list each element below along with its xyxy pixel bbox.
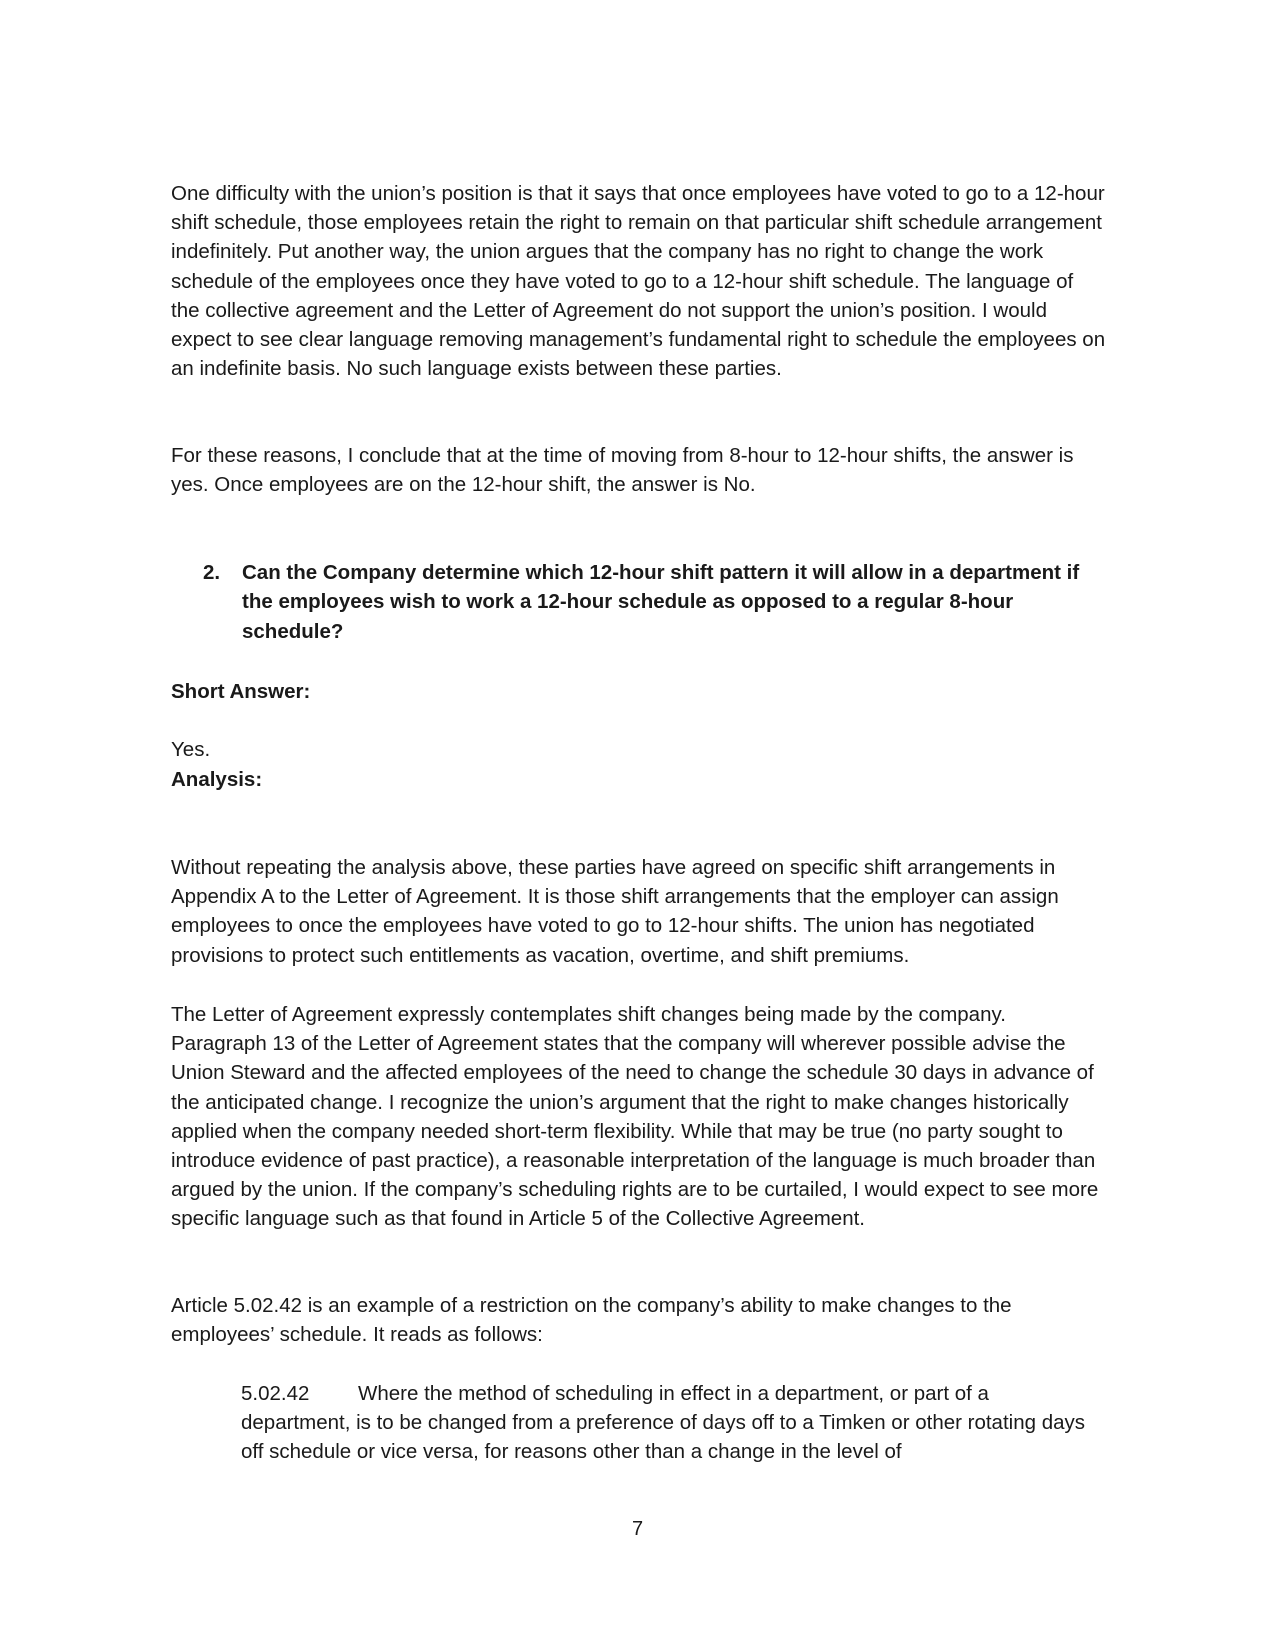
question-2 xyxy=(203,558,1108,646)
article-text: Where the method of scheduling in effect in a department, or part of a department, is to be changed from a preference of days off to a Timken or other rotating days off schedule or vice versa, for reasons other than a change in the level of xyxy=(241,1382,1086,1464)
article-number: 5.02.42 xyxy=(241,1382,310,1405)
question-number: 2. xyxy=(203,561,221,584)
paragraph-conclusion: For these reasons, I conclude that at the time of moving from 8-hour to 12-hour shifts, the answer is yes. Once employees are on the 12-hour shift, the answer is No. xyxy=(171,444,1074,497)
short-answer-text: Yes. xyxy=(171,738,211,761)
page-number: 7 xyxy=(631,1518,644,1540)
paragraph-letter-of-agreement: The Letter of Agreement expressly contemplates shift changes being made by the company. Paragraph 13 of the Letter of Agreement states that the company will wherever possible advise the Union Steward and the affected employees of the need to change the schedule 30 days in advance of the anticipated change. I recognize the union’s argument that the right to make changes historically applied when the company needed short-term flexibility. While that may be true (no party sought to introduce evidence of past practice), a reasonable interpretation of the language is much broader than argued by the union. If the company’s scheduling rights are to be curtailed, I would expect to see more specific language such as that found in Article 5 of the Collective Agreement. xyxy=(171,1003,1099,1231)
analysis-heading: Analysis: xyxy=(171,768,263,791)
article-quote xyxy=(241,1379,1101,1467)
short-answer-heading: Short Answer: xyxy=(171,680,311,703)
paragraph-article-reference: Article 5.02.42 is an example of a restriction on the company’s ability to make changes to the employees’ schedule. It reads as follows: xyxy=(171,1294,1012,1347)
question-text: Can the Company determine which 12-hour shift pattern it will allow in a department if the employees wish to work a 12-hour schedule as opposed to a regular 8-hour schedule? xyxy=(242,561,1080,643)
paragraph-shift-arrangements: Without repeating the analysis above, these parties have agreed on specific shift arrangements in Appendix A to the Letter of Agreement. It is those shift arrangements that the employer can assign employees to once the employees have voted to go to 12-hour shifts. The union has negotiated provisions to protect such entitlements as vacation, overtime, and shift premiums. xyxy=(171,856,1059,967)
paragraph-union-position: One difficulty with the union’s position is that it says that once employees have voted to go to a 12-hour shift schedule, those employees retain the right to remain on that particular shift schedule arrangement indefinitely. Put another way, the union argues that the company has no right to change the work schedule of the employees once they have voted to go to a 12-hour shift schedule. The language of the collective agreement and the Letter of Agreement do not support the union’s position. I would expect to see clear language removing management’s fundamental right to schedule the employees on an indefinite basis. No such language exists between these parties. xyxy=(171,182,1106,381)
